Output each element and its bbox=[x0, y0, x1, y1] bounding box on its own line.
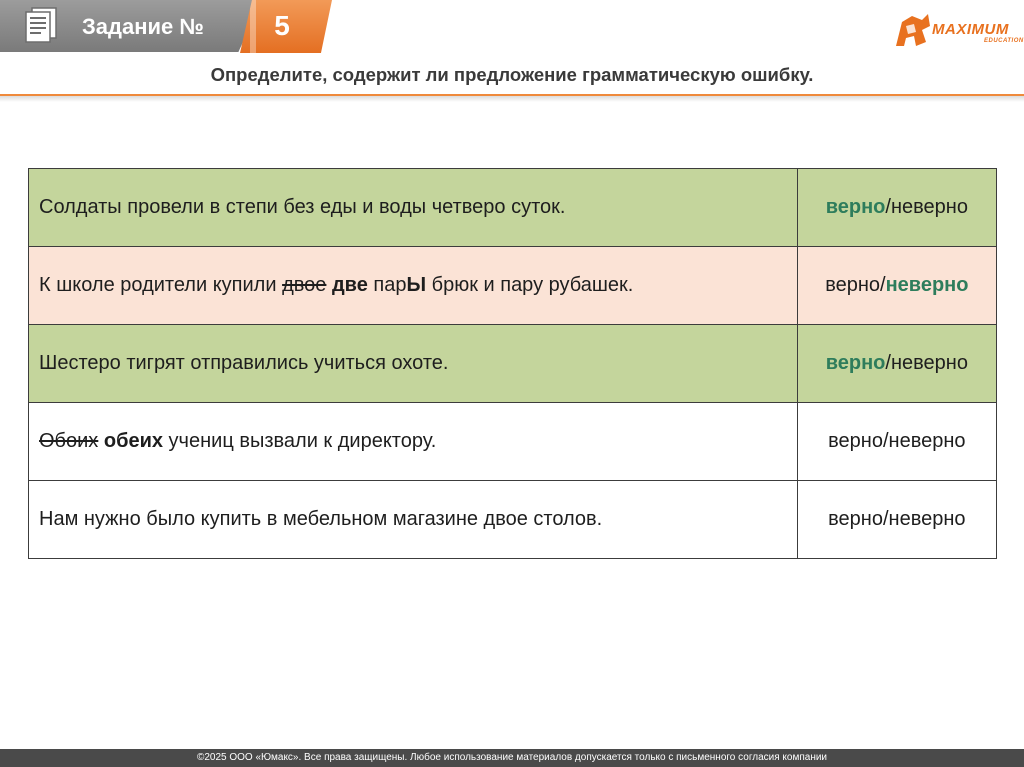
document-icon bbox=[24, 7, 58, 43]
header bbox=[0, 0, 1024, 85]
answer-separator: / bbox=[882, 508, 889, 530]
sentence-text: пар bbox=[367, 274, 407, 296]
table-row bbox=[29, 169, 997, 247]
answer-true[interactable]: верно bbox=[828, 508, 883, 530]
sentence-text: учениц вызвали к директору. bbox=[163, 430, 437, 452]
table-row bbox=[29, 325, 997, 403]
sentence-cell bbox=[29, 325, 798, 403]
sentence-cell bbox=[29, 169, 798, 247]
table-row bbox=[29, 403, 997, 481]
answer-true[interactable]: верно bbox=[825, 274, 881, 296]
sentence-cell bbox=[29, 247, 798, 325]
answer-cell bbox=[797, 247, 996, 325]
sentence-text: Солдаты провели в степи без еды и воды четверо суток. bbox=[39, 196, 566, 218]
answer-cell bbox=[797, 481, 996, 559]
table-row bbox=[29, 481, 997, 559]
sentences-table bbox=[28, 168, 997, 559]
sentence-cell bbox=[29, 481, 798, 559]
answer-true[interactable]: верно bbox=[828, 430, 883, 452]
answer-true[interactable]: верно bbox=[825, 352, 886, 374]
logo-subtext: EDUCATION bbox=[984, 38, 1024, 44]
corrected-word: две bbox=[331, 274, 368, 296]
sentence-text: Нам нужно было купить в мебельном магазине двое столов. bbox=[39, 508, 603, 530]
answer-separator: / bbox=[885, 196, 891, 218]
sentence-cell bbox=[29, 403, 798, 481]
task-number: 5 bbox=[274, 10, 290, 41]
header-shadow bbox=[0, 96, 1024, 102]
sentence-text: Шестеро тигрят отправились учиться охоте. bbox=[39, 352, 449, 374]
answer-false[interactable]: неверно bbox=[890, 352, 968, 374]
corrected-letter: Ы bbox=[406, 274, 427, 296]
answer-false[interactable]: неверно bbox=[888, 508, 966, 530]
question-text: Определите, содержит ли предложение грамматическую ошибку. bbox=[210, 64, 814, 85]
answer-false[interactable]: неверно bbox=[890, 196, 968, 218]
struck-word: двое bbox=[282, 274, 327, 296]
footer-copyright: ©2025 ООО «Юмакс». Все права защищены. Любое использование материалов допускается только с письменного согласия компании bbox=[0, 749, 1024, 767]
corrected-word: обеих bbox=[103, 430, 163, 452]
answer-cell bbox=[797, 169, 996, 247]
sentence-text: К школе родители купили bbox=[39, 274, 283, 296]
answer-cell bbox=[797, 403, 996, 481]
answer-false[interactable]: неверно bbox=[885, 274, 969, 296]
answer-false[interactable]: неверно bbox=[888, 430, 966, 452]
answer-separator: / bbox=[885, 352, 891, 374]
answer-separator: / bbox=[880, 274, 886, 296]
answer-true[interactable]: верно bbox=[825, 196, 886, 218]
logo-mark-icon bbox=[892, 12, 932, 48]
maximum-logo bbox=[892, 10, 1022, 50]
sentence-text: брюк и пару рубашек. bbox=[426, 274, 634, 296]
logo-text: MAXIMUM bbox=[932, 21, 1009, 38]
table-row bbox=[29, 247, 997, 325]
task-label: Задание № bbox=[82, 14, 204, 39]
answer-separator: / bbox=[882, 430, 889, 452]
struck-word: Обоих bbox=[39, 430, 99, 452]
answer-cell bbox=[797, 325, 996, 403]
